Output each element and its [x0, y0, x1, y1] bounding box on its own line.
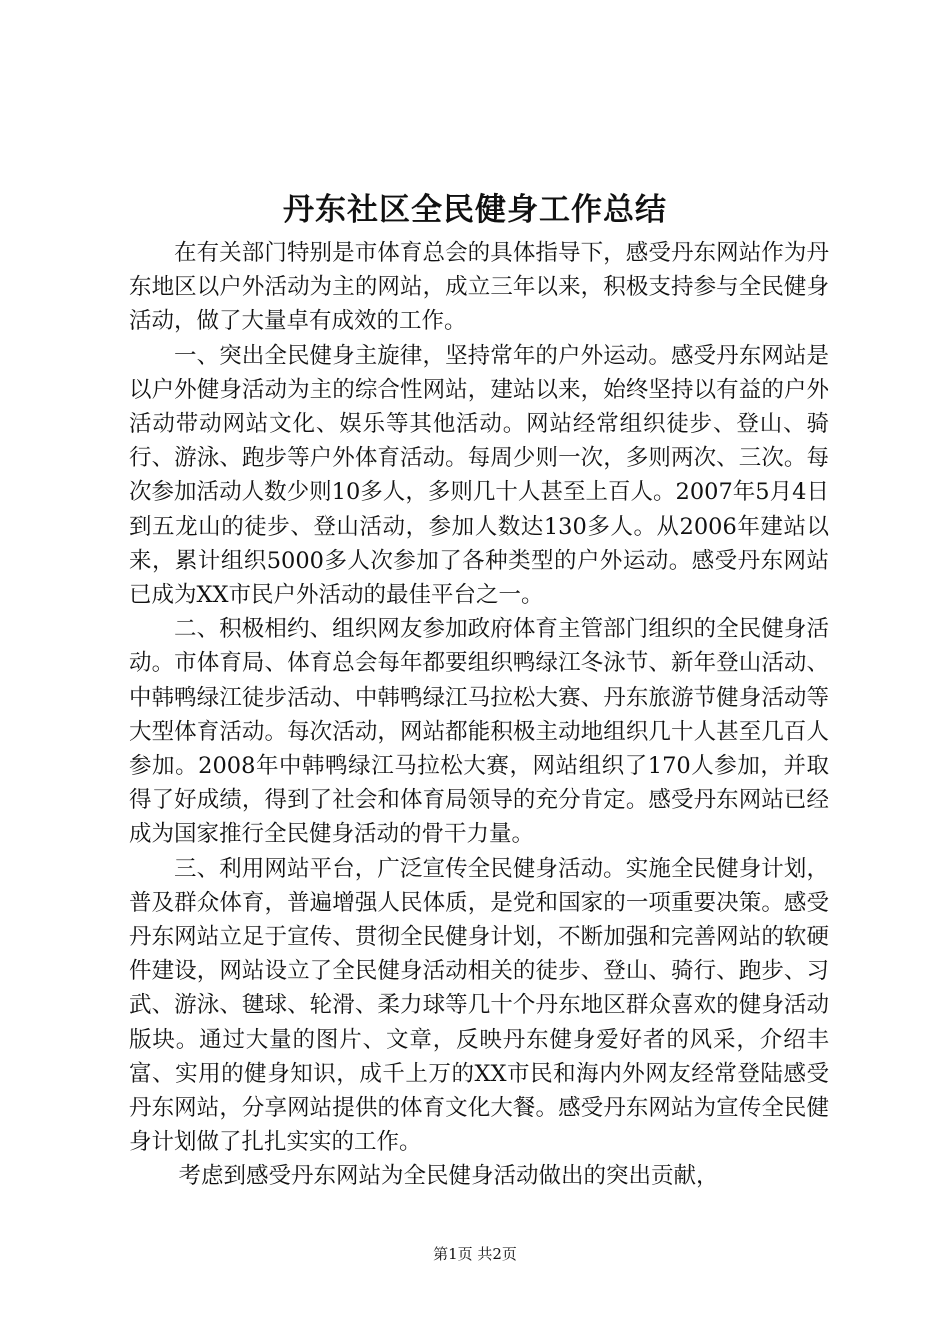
section-three-paragraph: 三、利用网站平台，广泛宣传全民健身活动。实施全民健身计划，普及群众体育，普遍增强人民体质，是党和国家的一项重要决策。感受丹东网站立足于宣传、贯彻全民健身计划，不断加强和完善网站的软硬件建设，网站设立了全民健身活动相关的徒步、登山、骑行、跑步、习武、游泳、毽球、轮滑、柔力球等几十个丹东地区群众喜欢的健身活动版块。通过大量的图片、文章，反映丹东健身爱好者的风采，介绍丰富、实用的健身知识，成千上万的XX市民和海内外网友经常登陆感受丹东网站，分享网站提供的体育文化大餐。感受丹东网站为宣传全民健身计划做了扎扎实实的工作。: [129, 855, 829, 1156]
page-footer: 第1页 共2页: [433, 1245, 517, 1263]
document-title: 丹东社区全民健身工作总结: [283, 192, 667, 228]
section-two-paragraph: 二、积极相约、组织网友参加政府体育主管部门组织的全民健身活动。市体育局、体育总会每年都要组织鸭绿江冬泳节、新年登山活动、中韩鸭绿江徒步活动、中韩鸭绿江马拉松大赛、丹东旅游节健身活动等大型体育活动。每次活动，网站都能积极主动地组织几十人甚至几百人参加。2008年中韩鸭绿江马拉松大赛，网站组织了170人参加，并取得了好成绩，得到了社会和体育局领导的充分肯定。感受丹东网站已经成为国家推行全民健身活动的骨干力量。: [129, 616, 829, 848]
intro-paragraph: 在有关部门特别是市体育总会的具体指导下，感受丹东网站作为丹东地区以户外活动为主的网站，成立三年以来，积极支持参与全民健身活动，做了大量卓有成效的工作。: [129, 240, 829, 335]
closing-paragraph: 考虑到感受丹东网站为全民健身活动做出的突出贡献，: [178, 1163, 719, 1190]
document-body: [129, 236, 829, 1194]
section-one-paragraph: 一、突出全民健身主旋律，坚持常年的户外运动。感受丹东网站是以户外健身活动为主的综合性网站，建站以来，始终坚持以有益的户外活动带动网站文化、娱乐等其他活动。网站经常组织徒步、登山、骑行、游泳、跑步等户外体育活动。每周少则一次，多则两次、三次。每次参加活动人数少则10多人，多则几十人甚至上百人。2007年5月4日到五龙山的徒步、登山活动，参加人数达130多人。从2006年建站以来，累计组织5000多人次参加了各种类型的户外运动。感受丹东网站已成为XX市民户外活动的最佳平台之一。: [129, 342, 829, 609]
